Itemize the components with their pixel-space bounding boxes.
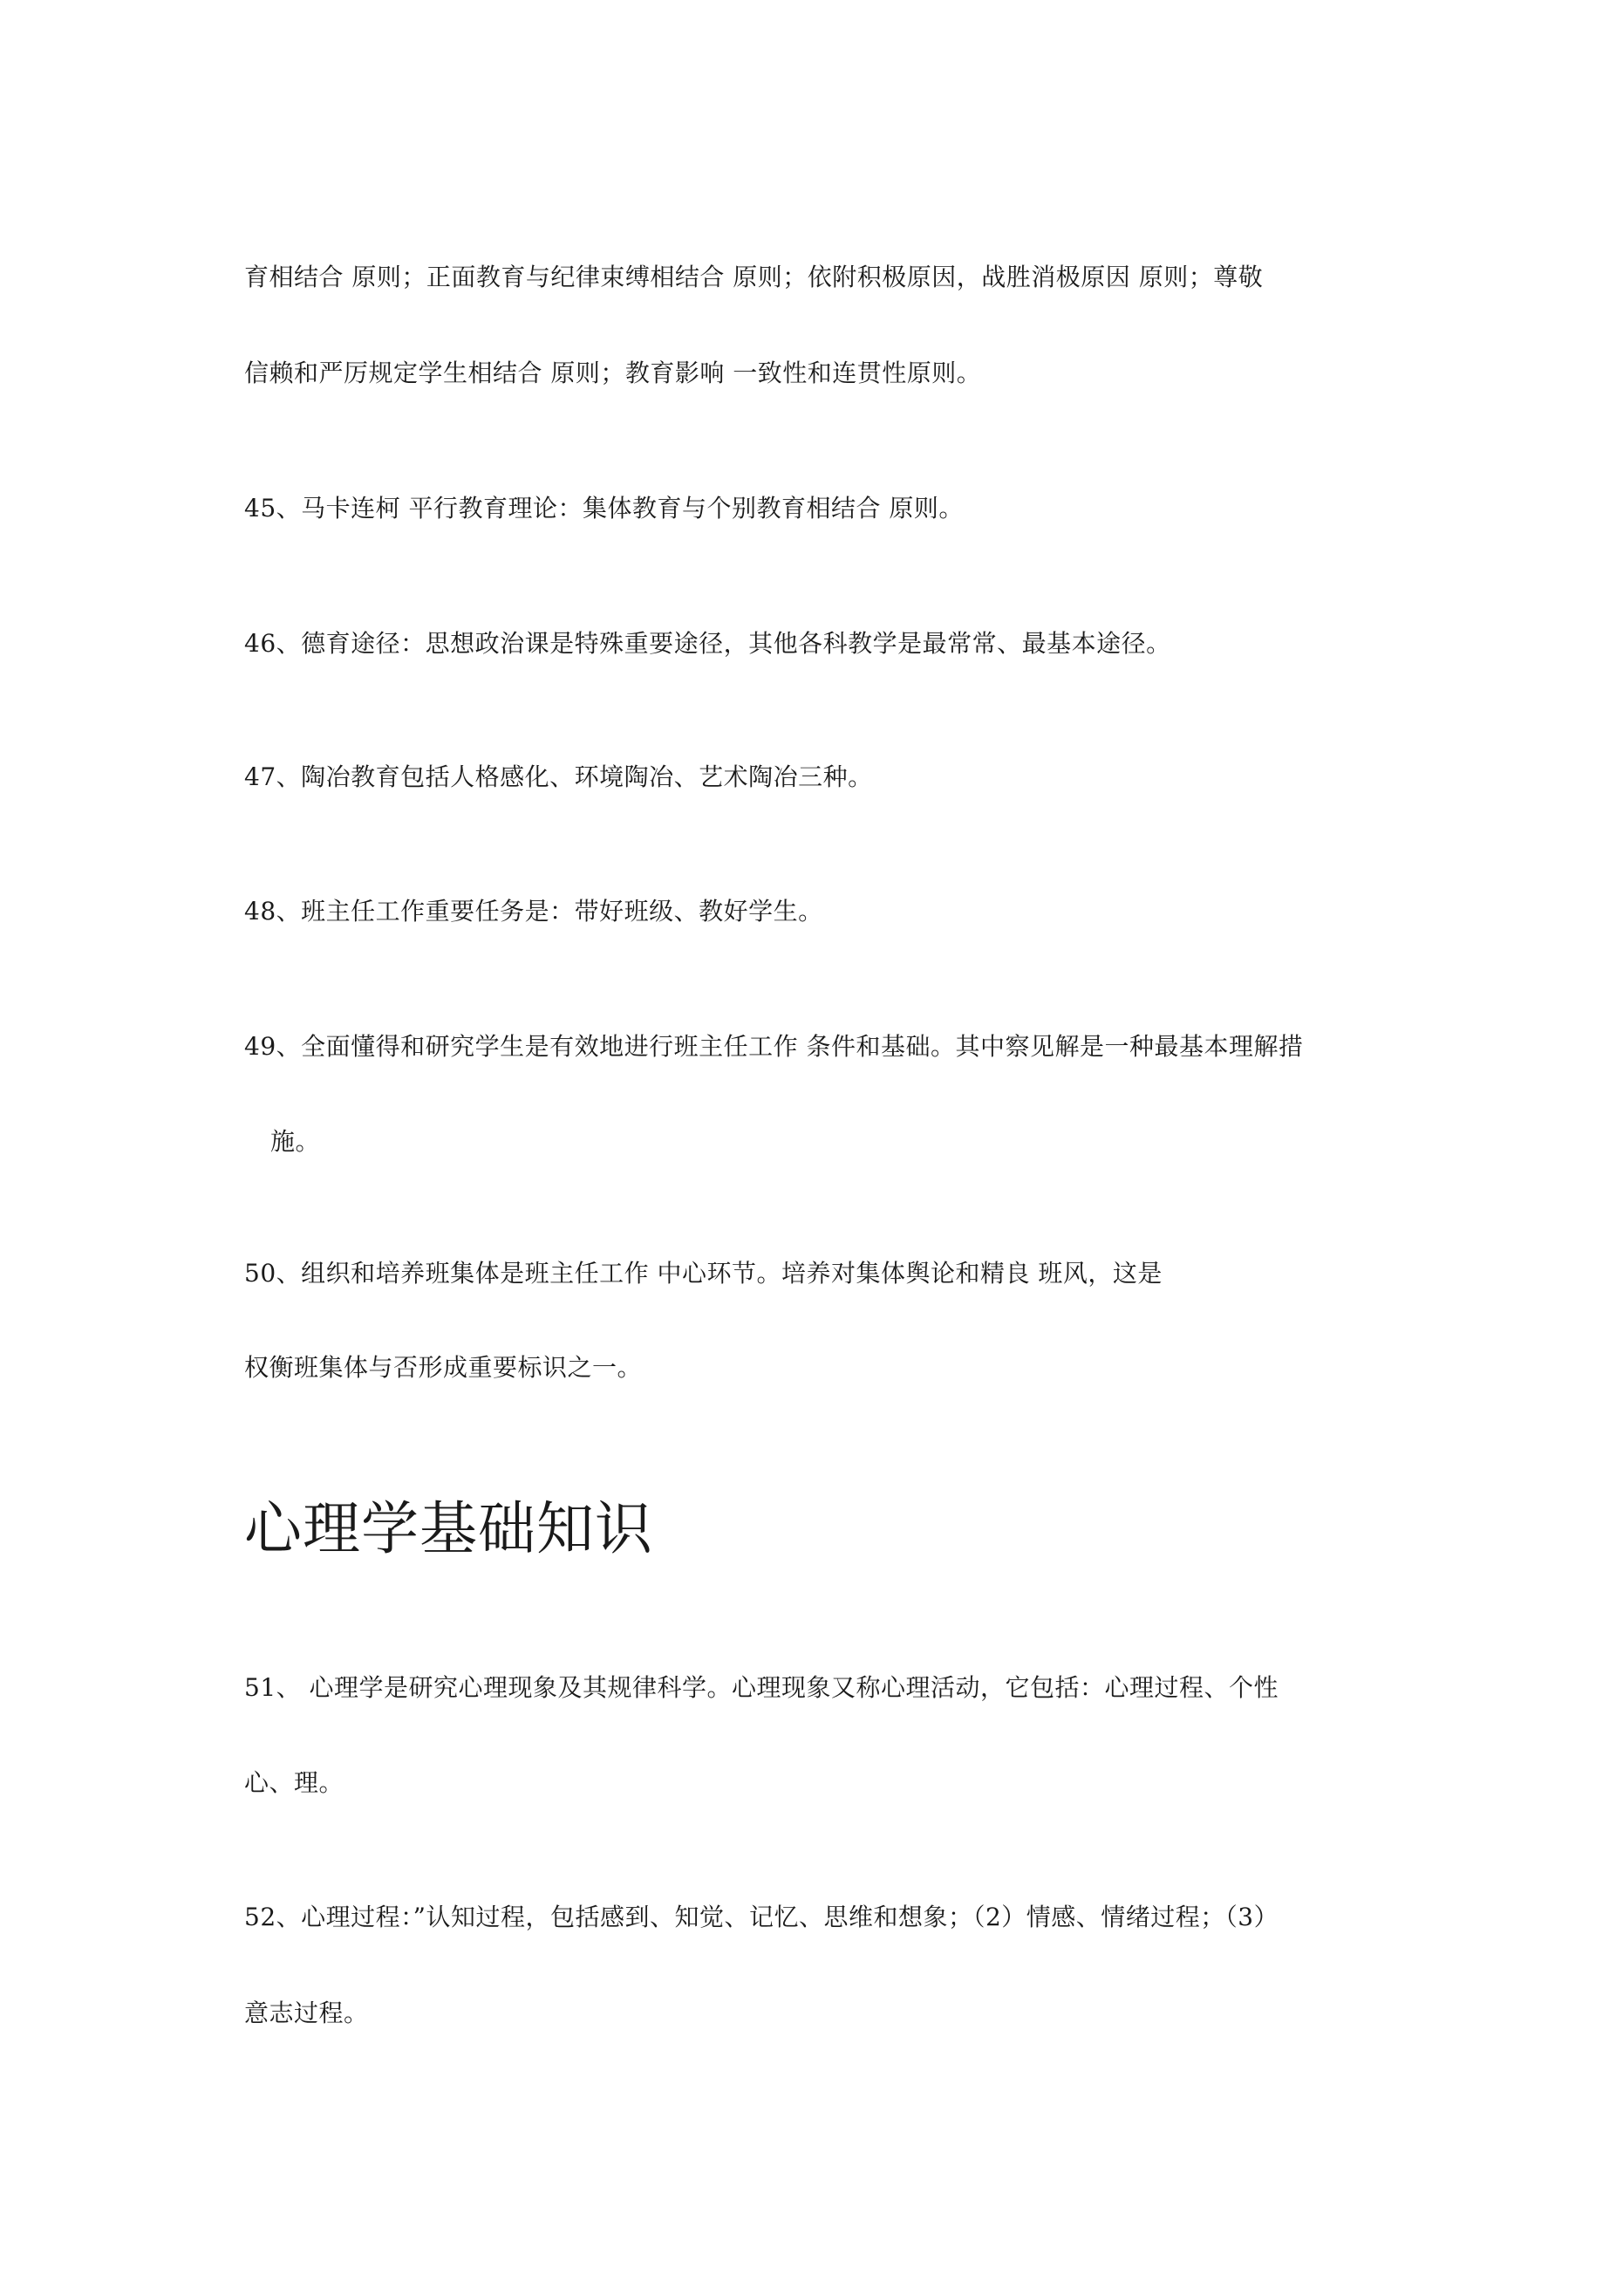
text-line: 51、 心理学是研究心理现象及其规律科学。心理现象又称心理活动，它包括：心理过程、个性 bbox=[244, 1673, 1279, 1702]
text-line: 48、班主任工作重要任务是：带好班级、教好学生。 bbox=[244, 897, 823, 926]
text-line: 育相结合 原则；正面教育与纪律束缚相结合 原则；依附积极原因，战胜消极原因 原则；尊敬 bbox=[244, 263, 1264, 291]
text-line: 50、组织和培养班集体是班主任工作 中心环节。培养对集体舆论和精良 班风，这是 bbox=[244, 1259, 1163, 1288]
text-line: 权衡班集体与否形成重要标识之一。 bbox=[244, 1353, 643, 1382]
text-line: 心、理。 bbox=[244, 1768, 344, 1797]
text-line: 47、陶冶教育包括人格感化、环境陶冶、艺术陶冶三种。 bbox=[244, 762, 873, 791]
text-line: 信赖和严厉规定学生相结合 原则；教育影响 一致性和连贯性原则。 bbox=[244, 359, 982, 387]
text-line: 49、全面懂得和研究学生是有效地进行班主任工作 条件和基础。其中察见解是一种最基本理解措 bbox=[244, 1032, 1304, 1061]
section-heading: 心理学基础知识 bbox=[244, 1495, 653, 1562]
text-line: 意志过程。 bbox=[244, 1999, 369, 2027]
text-line: 52、心理过程：”认知过程，包括感到、知觉、记忆、思维和想象；（2）情感、情绪过程；（3） bbox=[244, 1903, 1279, 1931]
text-line: 45、马卡连柯 平行教育理论：集体教育与个别教育相结合 原则。 bbox=[244, 494, 964, 523]
text-line: 46、德育途径：思想政治课是特殊重要途径，其他各科教学是最常常、最基本途径。 bbox=[244, 629, 1171, 658]
text-line: 施。 bbox=[270, 1127, 321, 1156]
